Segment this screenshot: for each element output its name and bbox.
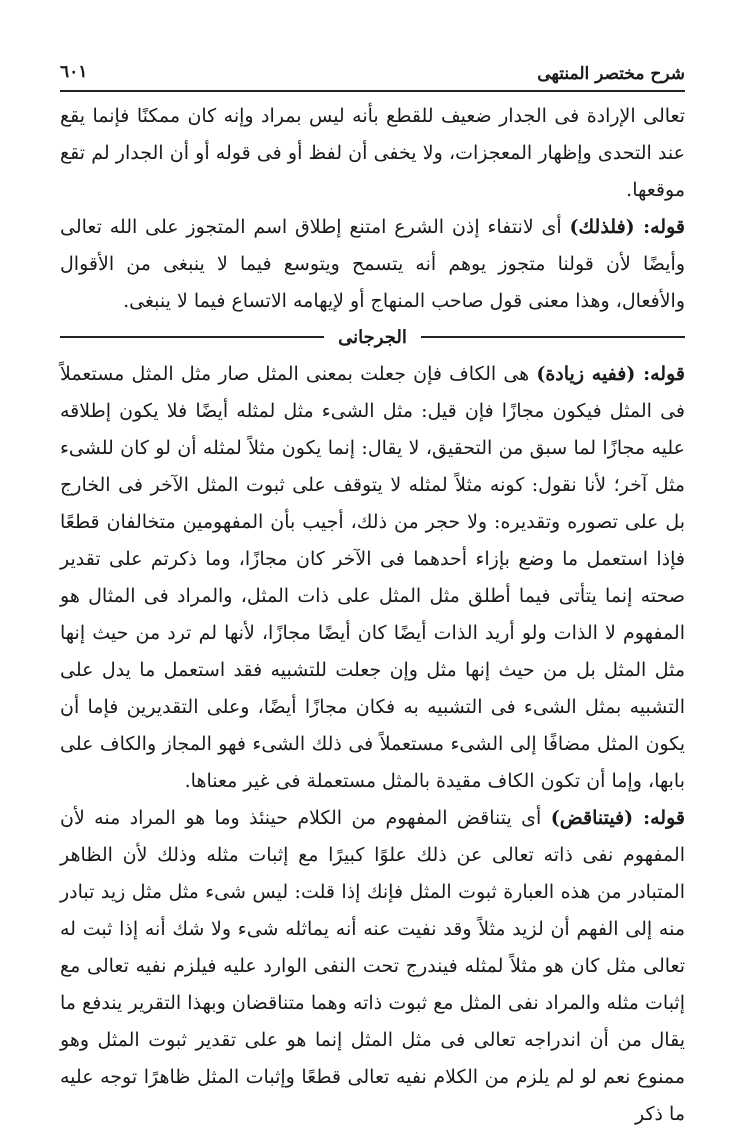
divider-label: الجرجانى [338,326,407,348]
section-divider [60,322,685,352]
paragraph-text: أى يتناقض المفهوم من الكلام حينئذ وما هو المراد منه لأن المفهوم نفى ذاته تعالى عن ذلك علوًا كبيرًا مع إثبات مثله وذلك لأن الظاهر المتبادر من هذه العبارة ثبوت المثل فإنك إذا قلت: ليس شىء مثل مثل زيد تبادر منه إلى الفهم أن لزيد مثلاً وقد نفيت عنه أنه يماثله شىء ولا شك أنه إذا ثبت له تعالى مثل كان هو مثلاً لمثله فيندرج تحت النفى الوارد عليه فيلزم نفيه تعالى مع إثبات مثله والمراد نفى المثل مع ثبوت ذاته وهما متناقضان وبهذا التقرير يندفع ما يقال من أن اندراجه تعالى فى مثل المثل إنما هو على تقدير ثبوت المثل وهو ممنوع نعم لو لم يلزم من الكلام نفيه تعالى قطعًا وإثبات المثل ظاهرًا توجه عليه ما ذكر [60,807,685,1125]
paragraph-lead: قوله: (فلذلك) [569,216,685,238]
page-header [60,50,685,92]
page-number: ٦٠١ [60,62,88,82]
running-title: شرح مختصر المنتهى [537,64,685,84]
paragraph-text: تعالى الإرادة فى الجدار ضعيف للقطع بأنه ليس بمراد وإنه كان ممكنًا فإنما يقع عند التحدى وإظهار المعجزات، ولا يخفى أن لفظ أو فى قوله أو أن الجدار لم تقع موقعها. [60,105,685,201]
commentary-paragraph-2 [60,800,685,1133]
paragraph-lead: قوله: (فيتناقض) [550,807,685,829]
divider-rule-left [60,336,324,338]
divider-rule-right [421,336,685,338]
commentary-paragraph-1 [60,356,685,800]
top-paragraph-2 [60,209,685,320]
paragraph-lead: قوله: (ففيه زيادة) [536,363,685,385]
top-paragraph-1 [60,98,685,209]
paragraph-text: هى الكاف فإن جعلت بمعنى المثل صار مثل المثل مستعملاً فى المثل فيكون مجازًا فإن قيل: مثل الشىء مثل لمثله أيضًا فلا يكون إطلاقه عليه مجازًا لما سبق من التحقيق، لا يقال: إنما يكون مثلاً لمثله أن لو كان للشىء مثل آخر؛ لأنا نقول: كونه مثلاً لمثله لا يتوقف على ثبوت المثل الآخر فى الخارج بل على تصوره وتقديره: ولا حجر من ذلك، أجيب بأن المفهومين متخالفان قطعًا فإذا استعمل ما وضع بإزاء أحدهما فى الآخر كان مجازًا، وما ذكرتم على تقدير صحته إنما يتأتى فيما أطلق مثل المثل على ذات المثل، والمراد فى المثال هو المفهوم لا الذات ولو أريد الذات أيضًا كان أيضًا مجازًا، لأنها لم ترد من حيث إنها مثل المثل بل من حيث إنها مثل وإن جعلت للتشبيه فقد استعمل ما يدل على التشبيه بمثل الشىء فى التشبيه به فكان مجازًا أيضًا، وعلى التقديرين فإما أن يكون المثل مضافًا إلى الشىء مستعملاً فى ذلك الشىء فهو المجاز والكاف على بابها، وإما أن تكون الكاف مقيدة بالمثل مستعملة فى غير معناها. [60,363,685,792]
book-page [60,50,685,1133]
paragraph-text: أى لانتفاء إذن الشرع امتنع إطلاق اسم المتجوز على الله تعالى وأيضًا لأن قولنا متجوز يوهم أنه يتسمح ويتوسع فيما لا ينبغى من الأقوال والأفعال، وهذا معنى قول صاحب المنهاج أو لإيهامه الاتساع فيما لا ينبغى. [60,216,685,312]
